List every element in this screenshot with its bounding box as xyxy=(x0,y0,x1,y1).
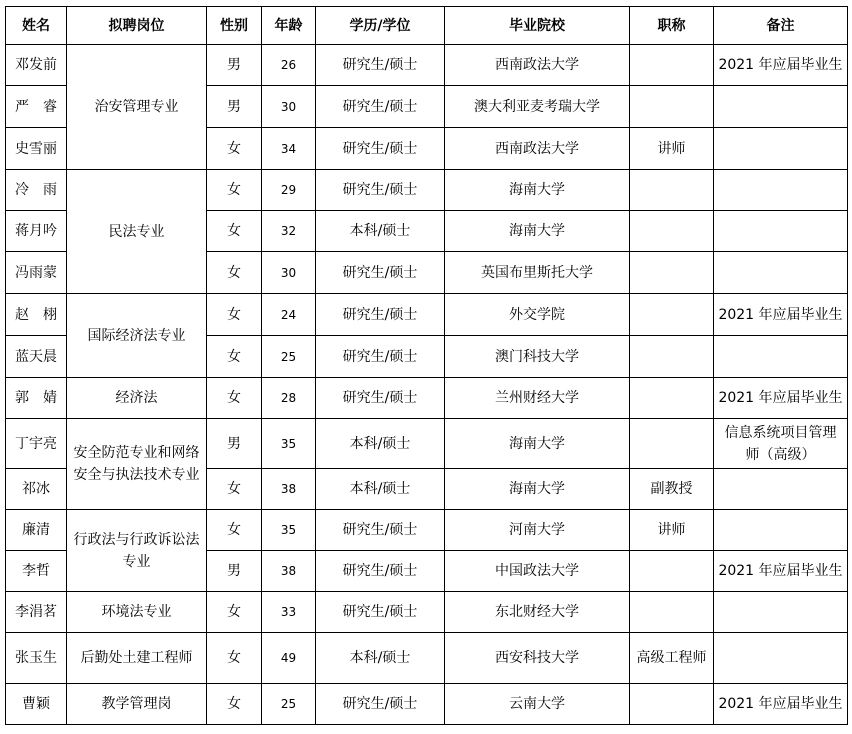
cell-gender: 女 xyxy=(207,294,262,336)
cell-gender: 女 xyxy=(207,252,262,294)
cell-note xyxy=(714,633,848,684)
cell-school: 中国政法大学 xyxy=(445,551,630,592)
cell-title: 讲师 xyxy=(630,510,714,551)
cell-age: 34 xyxy=(262,128,316,170)
cell-gender: 女 xyxy=(207,128,262,170)
personnel-table xyxy=(5,6,848,725)
cell-school: 东北财经大学 xyxy=(445,592,630,633)
cell-title xyxy=(630,86,714,128)
table-row xyxy=(6,633,848,684)
cell-title xyxy=(630,45,714,86)
cell-degree: 研究生/硕士 xyxy=(316,294,445,336)
cell-gender: 男 xyxy=(207,86,262,128)
table-row xyxy=(6,419,848,469)
cell-degree: 研究生/硕士 xyxy=(316,45,445,86)
cell-name: 史雪丽 xyxy=(6,128,67,170)
cell-school: 海南大学 xyxy=(445,170,630,211)
cell-degree: 本科/硕士 xyxy=(316,211,445,252)
cell-degree: 研究生/硕士 xyxy=(316,170,445,211)
cell-age: 35 xyxy=(262,419,316,469)
table-row xyxy=(6,170,848,211)
cell-note: 2021 年应届毕业生 xyxy=(714,45,848,86)
cell-degree: 本科/硕士 xyxy=(316,469,445,510)
cell-note xyxy=(714,592,848,633)
cell-school: 兰州财经大学 xyxy=(445,378,630,419)
cell-title xyxy=(630,419,714,469)
table-row xyxy=(6,378,848,419)
cell-name: 李哲 xyxy=(6,551,67,592)
cell-degree: 研究生/硕士 xyxy=(316,378,445,419)
cell-name: 严 睿 xyxy=(6,86,67,128)
cell-title xyxy=(630,170,714,211)
cell-name: 李涓茗 xyxy=(6,592,67,633)
cell-position: 经济法 xyxy=(67,378,207,419)
cell-degree: 本科/硕士 xyxy=(316,633,445,684)
cell-age: 38 xyxy=(262,469,316,510)
cell-age: 30 xyxy=(262,86,316,128)
cell-name: 冯雨蒙 xyxy=(6,252,67,294)
cell-age: 49 xyxy=(262,633,316,684)
cell-school: 西南政法大学 xyxy=(445,45,630,86)
cell-school: 海南大学 xyxy=(445,419,630,469)
table-row xyxy=(6,592,848,633)
cell-school: 海南大学 xyxy=(445,211,630,252)
cell-name: 赵 栩 xyxy=(6,294,67,336)
cell-gender: 女 xyxy=(207,592,262,633)
cell-name: 祁冰 xyxy=(6,469,67,510)
cell-position: 民法专业 xyxy=(67,170,207,294)
col-header-degree: 学历/学位 xyxy=(316,7,445,45)
cell-degree: 研究生/硕士 xyxy=(316,551,445,592)
cell-name: 蓝天晨 xyxy=(6,336,67,378)
cell-position: 国际经济法专业 xyxy=(67,294,207,378)
cell-degree: 研究生/硕士 xyxy=(316,86,445,128)
cell-name: 蒋月吟 xyxy=(6,211,67,252)
cell-age: 30 xyxy=(262,252,316,294)
cell-age: 29 xyxy=(262,170,316,211)
cell-title xyxy=(630,336,714,378)
col-header-note: 备注 xyxy=(714,7,848,45)
cell-gender: 男 xyxy=(207,551,262,592)
cell-gender: 男 xyxy=(207,419,262,469)
cell-position: 后勤处土建工程师 xyxy=(67,633,207,684)
cell-age: 25 xyxy=(262,684,316,725)
cell-degree: 研究生/硕士 xyxy=(316,336,445,378)
cell-age: 25 xyxy=(262,336,316,378)
cell-gender: 女 xyxy=(207,170,262,211)
cell-name: 张玉生 xyxy=(6,633,67,684)
cell-title xyxy=(630,684,714,725)
cell-position: 教学管理岗 xyxy=(67,684,207,725)
cell-age: 24 xyxy=(262,294,316,336)
cell-position: 环境法专业 xyxy=(67,592,207,633)
cell-note: 信息系统项目管理师（高级） xyxy=(714,419,848,469)
cell-degree: 研究生/硕士 xyxy=(316,684,445,725)
cell-age: 26 xyxy=(262,45,316,86)
cell-title xyxy=(630,294,714,336)
table-row xyxy=(6,294,848,336)
cell-age: 35 xyxy=(262,510,316,551)
cell-age: 28 xyxy=(262,378,316,419)
cell-school: 澳大利亚麦考瑞大学 xyxy=(445,86,630,128)
cell-school: 英国布里斯托大学 xyxy=(445,252,630,294)
table-row xyxy=(6,684,848,725)
cell-name: 曹颖 xyxy=(6,684,67,725)
cell-school: 海南大学 xyxy=(445,469,630,510)
cell-note xyxy=(714,336,848,378)
cell-degree: 本科/硕士 xyxy=(316,419,445,469)
cell-age: 38 xyxy=(262,551,316,592)
cell-note: 2021 年应届毕业生 xyxy=(714,684,848,725)
cell-note: 2021 年应届毕业生 xyxy=(714,378,848,419)
cell-age: 32 xyxy=(262,211,316,252)
cell-title xyxy=(630,551,714,592)
cell-gender: 女 xyxy=(207,684,262,725)
cell-note xyxy=(714,170,848,211)
cell-school: 澳门科技大学 xyxy=(445,336,630,378)
cell-degree: 研究生/硕士 xyxy=(316,252,445,294)
cell-note xyxy=(714,252,848,294)
col-header-school: 毕业院校 xyxy=(445,7,630,45)
cell-name: 丁宇亮 xyxy=(6,419,67,469)
cell-title: 讲师 xyxy=(630,128,714,170)
cell-degree: 研究生/硕士 xyxy=(316,510,445,551)
cell-gender: 女 xyxy=(207,378,262,419)
table-row xyxy=(6,45,848,86)
cell-name: 廉清 xyxy=(6,510,67,551)
cell-title xyxy=(630,252,714,294)
cell-gender: 男 xyxy=(207,45,262,86)
cell-note: 2021 年应届毕业生 xyxy=(714,551,848,592)
cell-gender: 女 xyxy=(207,211,262,252)
cell-gender: 女 xyxy=(207,510,262,551)
col-header-name: 姓名 xyxy=(6,7,67,45)
cell-title: 高级工程师 xyxy=(630,633,714,684)
col-header-title: 职称 xyxy=(630,7,714,45)
cell-gender: 女 xyxy=(207,633,262,684)
cell-degree: 研究生/硕士 xyxy=(316,128,445,170)
cell-school: 河南大学 xyxy=(445,510,630,551)
cell-gender: 女 xyxy=(207,336,262,378)
cell-note xyxy=(714,211,848,252)
cell-note xyxy=(714,86,848,128)
table-row xyxy=(6,510,848,551)
cell-gender: 女 xyxy=(207,469,262,510)
cell-school: 云南大学 xyxy=(445,684,630,725)
cell-school: 西南政法大学 xyxy=(445,128,630,170)
header-row xyxy=(6,7,848,45)
cell-degree: 研究生/硕士 xyxy=(316,592,445,633)
cell-school: 外交学院 xyxy=(445,294,630,336)
cell-name: 邓发前 xyxy=(6,45,67,86)
cell-title: 副教授 xyxy=(630,469,714,510)
cell-title xyxy=(630,592,714,633)
col-header-gender: 性别 xyxy=(207,7,262,45)
cell-position: 安全防范专业和网络安全与执法技术专业 xyxy=(67,419,207,510)
col-header-position: 拟聘岗位 xyxy=(67,7,207,45)
cell-title xyxy=(630,378,714,419)
cell-name: 郭 婧 xyxy=(6,378,67,419)
cell-position: 行政法与行政诉讼法专业 xyxy=(67,510,207,592)
cell-note xyxy=(714,128,848,170)
cell-note xyxy=(714,510,848,551)
cell-note: 2021 年应届毕业生 xyxy=(714,294,848,336)
cell-position: 治安管理专业 xyxy=(67,45,207,170)
cell-age: 33 xyxy=(262,592,316,633)
col-header-age: 年龄 xyxy=(262,7,316,45)
cell-note xyxy=(714,469,848,510)
cell-name: 冷 雨 xyxy=(6,170,67,211)
cell-school: 西安科技大学 xyxy=(445,633,630,684)
cell-title xyxy=(630,211,714,252)
